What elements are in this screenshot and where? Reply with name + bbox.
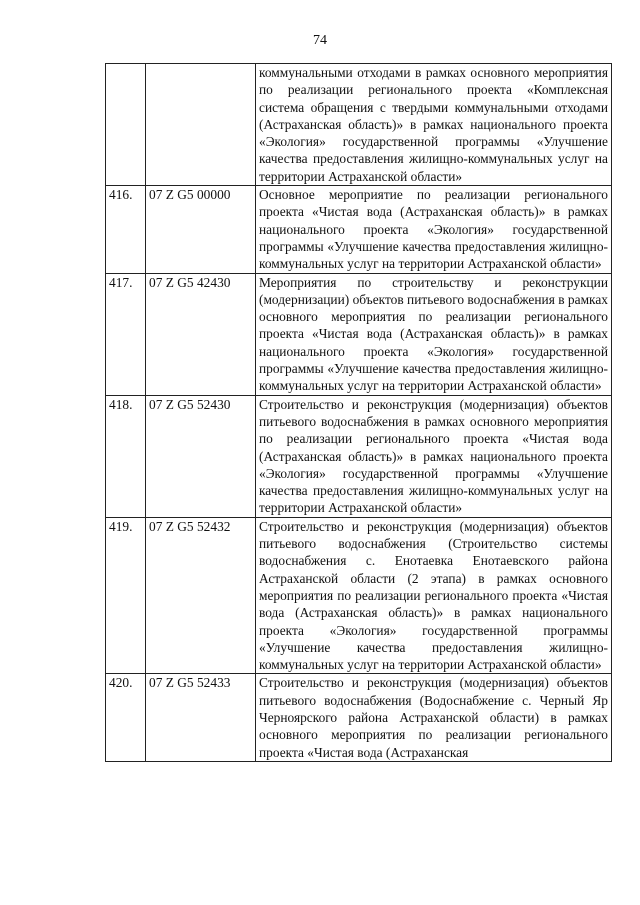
table-row <box>106 517 612 674</box>
table-row <box>106 273 612 395</box>
row-number <box>106 64 146 186</box>
row-code: 07 Z G5 42430 <box>146 273 256 395</box>
page-number: 74 <box>313 33 327 48</box>
row-number: 417. <box>106 273 146 395</box>
row-code <box>146 64 256 186</box>
row-description: коммунальными отходами в рамках основного мероприятия по реализации регионального проекта «Комплексная система обращения с твердыми коммунальными отходами (Астраханская область)» в рамках национального проекта «Экология» государственной программы «Улучшение качества предоставления жилищно-коммунальных услуг на территории Астраханской области» <box>256 64 612 186</box>
row-code: 07 Z G5 00000 <box>146 186 256 273</box>
table-row <box>106 674 612 761</box>
table-row <box>106 186 612 273</box>
row-code: 07 Z G5 52433 <box>146 674 256 761</box>
table-row <box>106 395 612 517</box>
row-number: 418. <box>106 395 146 517</box>
row-description: Строительство и реконструкция (модернизация) объектов питьевого водоснабжения (Водоснабжение с. Черный Яр Черноярского района Астраханской области) в рамках основного мероприятия по реализации регионального проекта «Чистая вода (Астраханская <box>256 674 612 761</box>
budget-classification-table <box>105 63 612 762</box>
row-code: 07 Z G5 52432 <box>146 517 256 674</box>
row-code: 07 Z G5 52430 <box>146 395 256 517</box>
row-description: Строительство и реконструкция (модернизация) объектов питьевого водоснабжения (Строительство системы водоснабжения с. Енотаевка Енотаевского района Астраханской области (2 этапа) в рамках основного мероприятия по реализации регионального проекта «Чистая вода (Астраханская область)» в рамках национального проекта «Экология» государственной программы «Улучшение качества предоставления жилищно-коммунальных услуг на территории Астраханской области» <box>256 517 612 674</box>
row-description: Строительство и реконструкция (модернизация) объектов питьевого водоснабжения в рамках основного мероприятия по реализации регионального проекта «Чистая вода (Астраханская область)» в рамках национального проекта «Экология» государственной программы «Улучшение качества предоставления жилищно-коммунальных услуг на территории Астраханской области» <box>256 395 612 517</box>
row-number: 416. <box>106 186 146 273</box>
row-number: 420. <box>106 674 146 761</box>
row-description: Основное мероприятие по реализации регионального проекта «Чистая вода (Астраханская область)» в рамках национального проекта «Экология» государственной программы «Улучшение качества предоставления жилищно-коммунальных услуг на территории Астраханской области» <box>256 186 612 273</box>
row-description: Мероприятия по строительству и реконструкции (модернизации) объектов питьевого водоснабжения в рамках основного мероприятия по реализации регионального проекта «Чистая вода (Астраханская область)» в рамках национального проекта «Экология» государственной программы «Улучшение качества предоставления жилищно-коммунальных услуг на территории Астраханской области» <box>256 273 612 395</box>
table-row <box>106 64 612 186</box>
row-number: 419. <box>106 517 146 674</box>
